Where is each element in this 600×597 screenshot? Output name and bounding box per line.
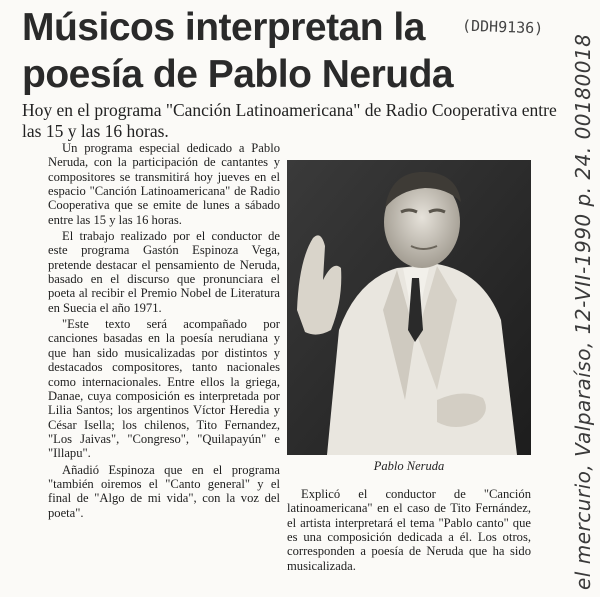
right-column xyxy=(287,487,531,573)
headline: Músicos interpretan la poesía de Pablo Neruda xyxy=(22,6,454,96)
subheadline: Hoy en el programa "Canción Latinoamericana" de Radio Cooperativa entre las 15 y las 16 horas. xyxy=(22,100,557,141)
photo xyxy=(287,160,531,455)
paragraph: El trabajo realizado por el conductor de este programa Gastón Espinoza Vega, pretende destacar el pensamiento de Neruda, basado en el discurso que pronunciara el poeta al recibir el Premio Nobel de Literatura en Suecia el año 1971. xyxy=(48,229,280,315)
handwritten-note: el mercurio, Valparaíso, 12-VII-1990 p. 24. 00180018 xyxy=(571,33,595,590)
photo-caption: Pablo Neruda xyxy=(373,459,445,473)
archive-code: (DDH9136) xyxy=(461,16,544,38)
paragraph: Un programa especial dedicado a Pablo Neruda, con la participación de cantantes y compositores se transmitirá hoy jueves en el espacio "Canción Latinoamericana" de Radio Cooperativa que se emite de lunes a sábado entre las 15 y las 16 horas. xyxy=(48,141,280,227)
paragraph: Añadió Espinoza que en el programa "también oiremos el "Canto general" y el final de "Algo de mi vida", con la voz del poeta". xyxy=(48,462,280,520)
paragraph: Explicó el conductor de "Canción latinoamericana" en el caso de Tito Fernández, el artista interpretará el tema "Pablo canto" que es una composición dedicada a él. Los otros, corresponden a poesía de Neruda que ha sido musicalizada. xyxy=(287,487,531,573)
left-column xyxy=(48,141,280,522)
portrait-photo-icon xyxy=(287,160,531,455)
paragraph: "Este texto será acompañado por canciones basadas en la poesía nerudiana y que han sido musicalizadas por distintos y destacados compositores, tanto nacionales como internacionales. Entre ellos la griega, Danae, cuya composición es interpretada por Lilia Santos; los argentinos Víctor Heredia y César Isella; los chilenos, Tito Fernandez, "Los Jaivas", "Congreso", "Quilapayún" e "Illapu". xyxy=(48,317,280,461)
